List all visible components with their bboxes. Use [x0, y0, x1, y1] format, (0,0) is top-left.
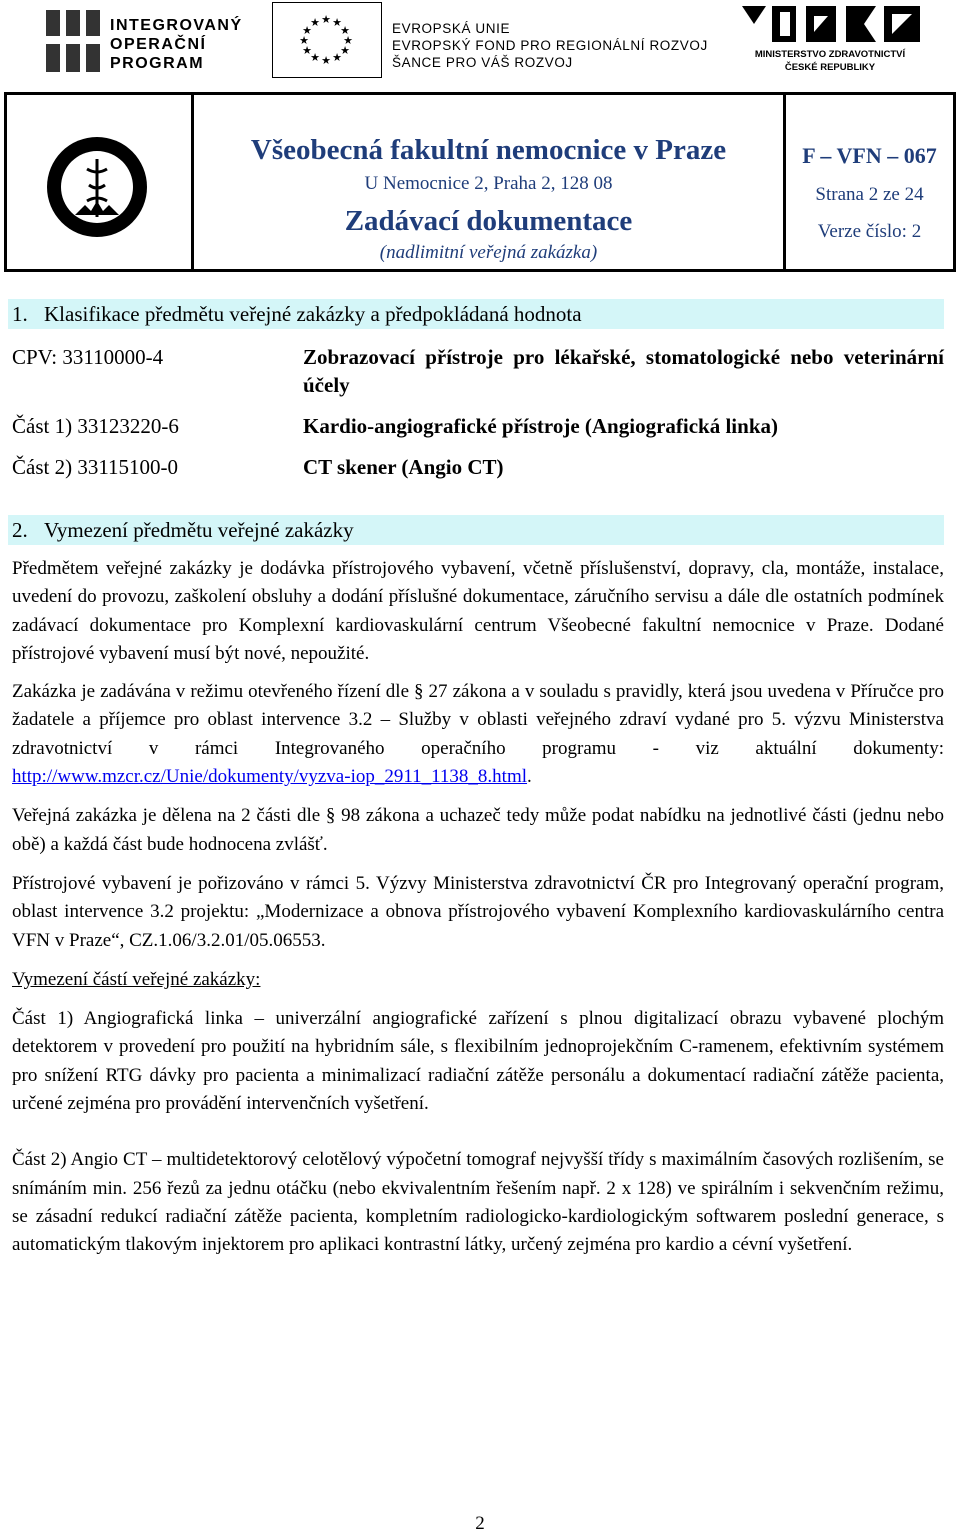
parts-heading: Vymezení částí veřejné zakázky: — [12, 968, 261, 990]
procedure-end: . — [527, 766, 532, 788]
svg-text:★: ★ — [310, 16, 320, 29]
iop-mark-icon — [44, 6, 104, 76]
form-code: F – VFN – 067 — [802, 143, 937, 168]
svg-text:★: ★ — [332, 51, 342, 64]
procedure-text: Zakázka je zadávána v režimu otevřeného řízení dle § 27 zákona a v souladu s pravidly, která jsou uvedena v Příručce pro žadatele a příjemce pro oblast intervence 3.2 – Služby v oblasti veřejného zdraví vydané pro 5. výzvu Ministerstva zdravotnictví v rámci Integrovaného operačního programu - viz aktuální dokumenty: — [12, 681, 944, 759]
page-number: 2 — [475, 1513, 485, 1534]
section-1-title: Klasifikace předmětu veřejné zakázky a předpokládaná hodnota — [44, 302, 582, 326]
cpv-row — [12, 343, 944, 399]
cpv-desc: Zobrazovací přístroje pro lékařské, stomatologické nebo veterinární účely — [303, 345, 944, 397]
header-center — [194, 95, 786, 269]
document-title: Zadávací dokumentace — [344, 205, 633, 237]
header-meta — [786, 95, 953, 269]
section-2-number: 2. — [12, 518, 28, 542]
eu-line-3: ŠANCE PRO VÁŠ ROZVOJ — [392, 55, 573, 70]
section-2-heading — [8, 515, 944, 545]
paragraph-part-2: Část 2) Angio CT – multidetektorový celotělový výpočetní tomograf nejvyšší třídy s maximálním časových rozlišením, se snímáním min. 256 řezů za jednu otáčku (nebo ekvivalentním řešením např. 2 x 128) ve spirálním i sekvenčním režimu, se zásadní redukcí radiační zátěže pacienta, kompletním radiologicko-kardiologickým softwarem poslední generace, s automatickým tlakovým injektorem pro aplikaci kontrastní látky, určený zejména pro kardio a cévní vyšetření. — [12, 1149, 944, 1256]
mz-mark-icon — [736, 2, 926, 46]
eu-flag-icon — [272, 2, 382, 78]
cpv-desc: Kardio-angiografické přístroje (Angiografická linka) — [303, 414, 778, 438]
paragraph-procedure — [12, 678, 944, 791]
eu-line-2: EVROPSKÝ FOND PRO REGIONÁLNÍ ROZVOJ — [392, 38, 708, 53]
eu-logo — [272, 2, 712, 78]
svg-text:★: ★ — [340, 44, 350, 57]
mz-line-2: ČESKÉ REPUBLIKY — [784, 62, 876, 73]
iop-line-1: INTEGROVANÝ — [110, 17, 243, 34]
page-counter: Strana 2 ze 24 — [815, 184, 924, 205]
eu-line-1: EVROPSKÁ UNIE — [392, 21, 511, 36]
iop-line-2: OPERAČNÍ — [110, 36, 207, 53]
svg-text:★: ★ — [332, 16, 342, 29]
document-body — [12, 299, 944, 1260]
hospital-seal-icon — [45, 135, 149, 239]
hospital-seal — [7, 95, 194, 269]
section-1-heading — [8, 299, 944, 329]
mz-logo — [736, 2, 926, 78]
cpv-code: Část 2) 33115100-0 — [12, 455, 179, 479]
section-2-title: Vymezení předmětu veřejné zakázky — [44, 518, 354, 542]
svg-text:★: ★ — [302, 44, 312, 57]
svg-text:★: ★ — [340, 24, 350, 37]
document-header — [4, 92, 956, 272]
logo-strip — [0, 0, 960, 82]
mz-line-1: MINISTERSTVO ZDRAVOTNICTVÍ — [754, 49, 906, 60]
documents-link[interactable]: http://www.mzcr.cz/Unie/dokumenty/vyzva-iop_2911_1138_8.html — [12, 766, 528, 788]
svg-text:★: ★ — [321, 13, 331, 26]
svg-text:★: ★ — [299, 34, 309, 47]
section-1-number: 1. — [12, 302, 28, 326]
version-number: Verze číslo: 2 — [817, 221, 922, 242]
svg-text:★: ★ — [310, 51, 320, 64]
paragraph-funding: Přístrojové vybavení je pořizováno v rámci 5. Výzvy Ministerstva zdravotnictví ČR pro Integrovaný operační program, oblast intervence 3.2 projektu: „Modernizace a obnova přístrojového vybavení Komplexního kardiovaskulárního centra VFN v Praze“, CZ.1.06/3.2.01/05.06553. — [12, 872, 944, 951]
cpv-desc: CT skener (Angio CT) — [303, 455, 504, 479]
svg-text:★: ★ — [302, 24, 312, 37]
cpv-code: CPV: 33110000-4 — [12, 345, 164, 369]
iop-line-3: PROGRAM — [110, 55, 205, 72]
cpv-row — [12, 412, 944, 440]
paragraph-subject: Předmětem veřejné zakázky je dodávka přístrojového vybavení, včetně příslušenství, dopravy, cla, montáže, instalace, uvedení do provozu, zaškolení obsluhy a dodání příslušné dokumentace, záručního servisu a dále dle ostatních podmínek zadávací dokumentace pro Komplexní kardiovaskulární centrum Všeobecné fakultní nemocnice v Praze. Dodané přístrojové vybavení musí být nové, nepoužité. — [12, 558, 944, 664]
svg-text:★: ★ — [321, 54, 331, 67]
cpv-code: Část 1) 33123220-6 — [12, 414, 179, 438]
iop-logo — [44, 6, 244, 76]
paragraph-part-1: Část 1) Angiografická linka – univerzální angiografické zařízení s plnou digitalizací obrazu vybavené plochým detektorem v provedení pro použití na hybridním sále, s flexibilním jednoprojekčním C-ramenem, efektivním systémem pro snížení RTG dávky pro pacienta a minimalizací radiační zátěže personálu a dokumentací radiační zátěže pacienta, určené zejména pro provádění intervenčních vyšetření. — [12, 1008, 944, 1115]
document-subtitle: (nadlimitní veřejná zakázka) — [379, 242, 598, 263]
svg-text:★: ★ — [343, 34, 353, 47]
hospital-address: U Nemocnice 2, Praha 2, 128 08 — [364, 173, 613, 194]
hospital-name: Všeobecná fakultní nemocnice v Praze — [250, 134, 727, 166]
cpv-row — [12, 453, 944, 481]
paragraph-division: Veřejná zakázka je dělena na 2 části dle § 98 zákona a uchazeč tedy může podat nabídku na jednotlivé části (jednu nebo obě) a každá část bude hodnocena zvlášť. — [12, 805, 944, 855]
